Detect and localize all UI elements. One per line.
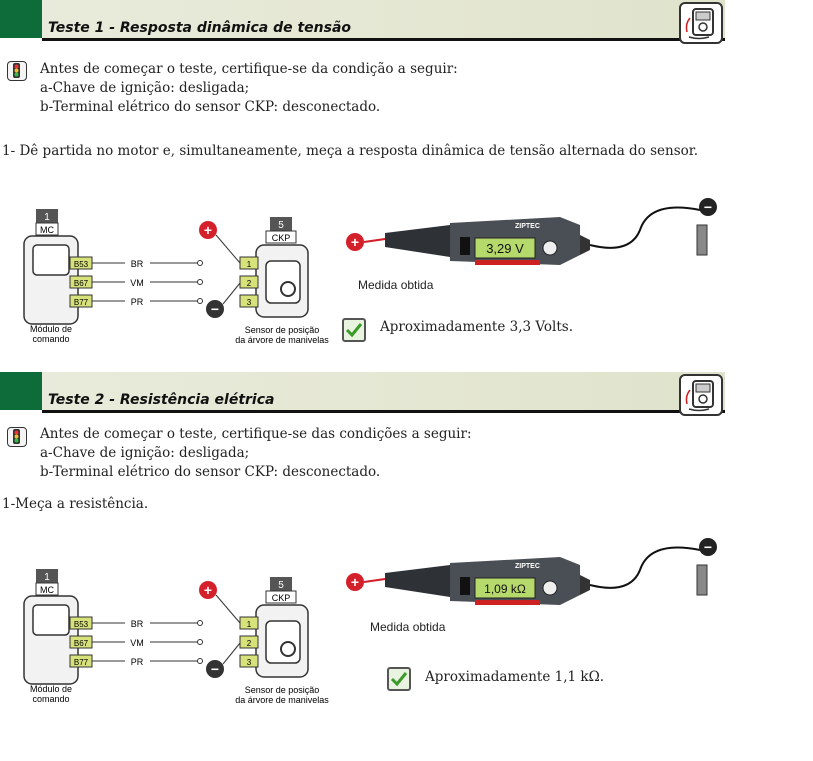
test1-measured-label: Medida obtida xyxy=(358,278,434,292)
module-code: MC xyxy=(40,585,54,595)
checkmark-icon xyxy=(342,318,366,342)
header-green-tab xyxy=(0,372,42,410)
svg-text:+: + xyxy=(350,234,360,250)
svg-text:3: 3 xyxy=(246,298,252,307)
sensor-label-1: Sensor de posição xyxy=(244,325,320,335)
svg-text:B53: B53 xyxy=(73,620,89,629)
svg-text:ZIPTEC: ZIPTEC xyxy=(515,563,540,570)
meter-reading: 1,09 kΩ xyxy=(484,582,526,596)
svg-text:3: 3 xyxy=(246,658,252,667)
test2-result: Aproximadamente 1,1 kΩ. xyxy=(425,669,605,685)
test1-condition-b: b-Terminal elétrico do sensor CKP: desconectado. xyxy=(40,99,381,115)
svg-text:ZIPTEC: ZIPTEC xyxy=(515,223,540,230)
header-green-tab xyxy=(0,0,42,38)
svg-text:B77: B77 xyxy=(73,658,89,667)
svg-text:−: − xyxy=(210,661,220,677)
module-code: MC xyxy=(40,225,54,235)
test1-step: 1- Dê partida no motor e, simultaneamente, meça a resposta dinâmica de tensão alternada do sensor. xyxy=(2,143,699,159)
svg-text:−: − xyxy=(210,301,220,317)
checkmark-icon xyxy=(387,667,411,691)
sensor-code: CKP xyxy=(271,233,291,243)
wire-label: VM xyxy=(130,278,144,288)
test2-header xyxy=(0,372,725,412)
svg-text:+: + xyxy=(203,222,213,238)
test2-wiring-diagram xyxy=(0,565,340,725)
test1-result: Aproximadamente 3,3 Volts. xyxy=(380,319,573,335)
module-chip xyxy=(33,605,69,635)
multimeter-icon xyxy=(679,374,723,416)
svg-text:Sensor de posição: Sensor de posição xyxy=(244,685,320,695)
svg-text:BR: BR xyxy=(130,619,144,629)
test1-condition-a: a-Chave de ignição: desligada; xyxy=(40,80,250,96)
test2-title: Teste 2 - Resistência elétrica xyxy=(48,392,275,408)
pin-label: B77 xyxy=(73,298,89,307)
svg-text:2: 2 xyxy=(246,279,252,288)
svg-text:5: 5 xyxy=(278,580,284,591)
test1-header xyxy=(0,0,725,40)
test1-intro: Antes de começar o teste, certifique-se da condição a seguir: xyxy=(40,61,458,77)
traffic-light-icon xyxy=(7,61,27,81)
svg-text:1: 1 xyxy=(246,260,252,269)
header-underline xyxy=(42,38,725,41)
sensor-label-2: da árvore de manivelas xyxy=(235,335,329,345)
header-underline xyxy=(42,410,725,413)
test2-step: 1-Meça a resistência. xyxy=(2,496,149,512)
svg-text:2: 2 xyxy=(246,639,252,648)
wire-label: PR xyxy=(130,297,144,307)
test1-wiring-diagram xyxy=(0,205,340,365)
svg-text:B67: B67 xyxy=(73,639,89,648)
module-chip xyxy=(33,245,69,275)
module-number: 1 xyxy=(44,212,50,223)
module-label-1: Módulo de xyxy=(29,324,73,334)
svg-text:PR: PR xyxy=(130,657,144,667)
wire-label: BR xyxy=(130,259,144,269)
svg-text:CKP: CKP xyxy=(271,593,291,603)
meter-reading: 3,29 V xyxy=(486,241,524,256)
module-number: 1 xyxy=(44,572,50,583)
test2-measured-label: Medida obtida xyxy=(370,620,446,634)
svg-text:VM: VM xyxy=(130,638,144,648)
traffic-light-icon xyxy=(7,427,27,447)
module-label-2: comando xyxy=(32,334,70,344)
test2-intro: Antes de começar o teste, certifique-se das condições a seguir: xyxy=(40,426,472,442)
svg-text:1: 1 xyxy=(246,620,252,629)
sensor-number: 5 xyxy=(278,220,284,231)
svg-text:da árvore de manivelas: da árvore de manivelas xyxy=(235,695,329,705)
test1-title: Teste 1 - Resposta dinâmica de tensão xyxy=(48,20,352,36)
multimeter-icon xyxy=(679,2,723,44)
svg-text:Módulo de: Módulo de xyxy=(29,684,73,694)
test2-condition-a: a-Chave de ignição: desligada; xyxy=(40,445,250,461)
svg-text:+: + xyxy=(203,582,213,598)
svg-text:−: − xyxy=(703,199,713,215)
test2-condition-b: b-Terminal elétrico do sensor CKP: desconectado. xyxy=(40,464,381,480)
svg-text:comando: comando xyxy=(32,694,70,704)
pin-label: B53 xyxy=(73,260,89,269)
pin-label: B67 xyxy=(73,279,89,288)
svg-text:+: + xyxy=(350,574,360,590)
svg-text:−: − xyxy=(703,539,713,555)
